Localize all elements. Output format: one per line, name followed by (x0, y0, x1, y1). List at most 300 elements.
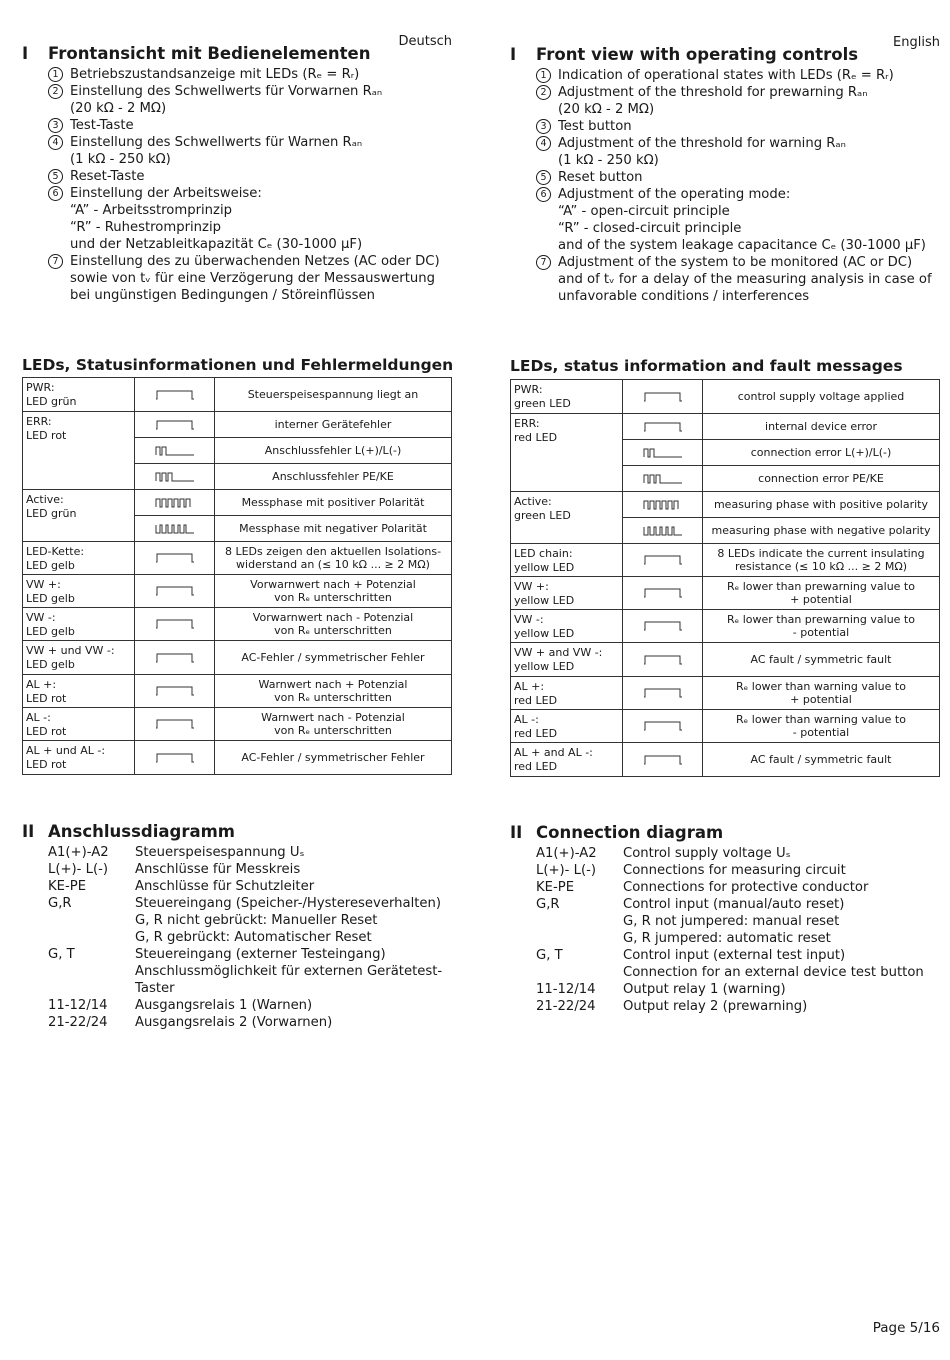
status-text-line: von Rₑ unterschritten (274, 624, 392, 637)
table-row (511, 544, 940, 577)
terminal-description: Output relay 2 (prewarning) (623, 999, 808, 1014)
terminal-label: G,R (48, 896, 72, 911)
connection-row (536, 879, 924, 896)
status-text-line: connection error L(+)/L(-) (750, 445, 892, 459)
led-table-title: LEDs, Statusinformationen und Fehlermeldungen (22, 356, 454, 374)
table-row (511, 643, 940, 677)
status-text-line: Warnwert nach - Potenzial (261, 710, 405, 724)
connection-row (48, 878, 442, 895)
signal-cell (135, 708, 215, 741)
section-title-text: Front view with operating controls (536, 45, 859, 64)
control-item-line: unfavorable conditions / interferences (558, 289, 810, 304)
status-text-cell (215, 490, 452, 516)
connection-row (536, 998, 924, 1015)
signal-cell (135, 516, 215, 542)
status-text-line: Rₑ lower than warning value to (736, 679, 906, 693)
status-text-cell (215, 575, 452, 608)
control-item-line: (20 kΩ - 2 MΩ) (70, 101, 167, 116)
table-row (23, 741, 452, 775)
led-name-line: yellow LED (514, 593, 575, 607)
signal-cell (135, 438, 215, 464)
number-circle-icon: 5 (48, 169, 63, 184)
status-text-line: AC-Fehler / symmetrischer Fehler (241, 650, 425, 664)
signal-cell (135, 575, 215, 608)
signal-cell (623, 643, 703, 677)
control-item-line: Einstellung des Schwellwerts für Vorwarnen Rₐₙ (70, 84, 383, 99)
signal-on-waveform-icon (135, 389, 214, 401)
led-name-cell (511, 610, 623, 643)
control-item-line: (1 kΩ - 250 kΩ) (70, 152, 171, 167)
terminal-label: L(+)- L(-) (536, 863, 597, 878)
signal-cell (623, 677, 703, 710)
terminal-label (536, 964, 623, 981)
signal-on-waveform-icon (623, 620, 702, 632)
terminal-description: Steuereingang (externer Testeingang) (135, 947, 386, 962)
section-2-title (510, 823, 723, 842)
signal-neg-waveform-icon (135, 523, 214, 535)
control-item (48, 83, 458, 117)
led-name-cell (511, 743, 623, 777)
led-name-cell (511, 492, 623, 544)
number-circle-icon: 7 (536, 255, 551, 270)
number-circle-icon: 2 (536, 85, 551, 100)
terminal-description: Control input (external test input) (623, 948, 846, 963)
signal-cell (135, 741, 215, 775)
number-circle-icon: 4 (536, 136, 551, 151)
status-text-line: - potential (792, 626, 850, 639)
control-item (48, 134, 458, 168)
table-row (23, 608, 452, 641)
led-name-line: AL +: (26, 678, 57, 691)
signal-on-waveform-icon (135, 552, 214, 564)
section-2-title (22, 822, 235, 841)
signal-cell (623, 544, 703, 577)
status-text-cell (703, 380, 940, 414)
control-item (48, 253, 458, 304)
terminal-description: Output relay 1 (warning) (623, 982, 786, 997)
control-item (48, 66, 458, 83)
control-item (536, 84, 946, 118)
signal-on-waveform-icon (623, 587, 702, 599)
terminal-description: Taster (135, 981, 175, 996)
control-item-line: and of tᵥ for a delay of the measuring analysis in case of (558, 272, 932, 287)
signal-on-waveform-icon (623, 554, 702, 566)
led-name-cell (23, 378, 135, 412)
led-name-cell (23, 675, 135, 708)
status-text-cell (703, 414, 940, 440)
table-row (23, 575, 452, 608)
control-item-line: Indication of operational states with LEDs (Rₑ = Rᵣ) (558, 68, 894, 83)
section-title-text: Connection diagram (536, 823, 724, 842)
signal-on-waveform-icon (135, 718, 214, 730)
terminal-label: G, T (48, 947, 75, 962)
control-item-line: Adjustment of the system to be monitored (AC or DC) (558, 255, 913, 270)
led-name-line: yellow LED (514, 659, 575, 673)
led-name-line: LED rot (26, 724, 67, 738)
signal-pos-waveform-icon (623, 499, 702, 511)
signal-pos-waveform-icon (135, 497, 214, 509)
status-text-line: 8 LEDs zeigen den aktuellen Isolations- (224, 544, 442, 558)
control-item-line: “R” - closed-circuit principle (558, 221, 742, 236)
signal-on-waveform-icon (135, 618, 214, 630)
led-name-line: ERR: (514, 417, 540, 430)
number-circle-icon: 3 (536, 119, 551, 134)
section-1-title (22, 44, 370, 63)
led-name-line: ERR: (26, 415, 52, 428)
status-text-line: + potential (790, 593, 852, 606)
led-name-line: AL -: (26, 711, 51, 724)
led-name-line: VW + und VW -: (26, 644, 115, 657)
connection-row (48, 946, 442, 963)
status-text-line: 8 LEDs indicate the current insulating (717, 546, 925, 560)
terminal-description: Ausgangsrelais 2 (Vorwarnen) (135, 1015, 333, 1030)
terminal-label: 11-12/14 (48, 998, 108, 1013)
number-circle-icon: 3 (48, 118, 63, 133)
led-name-line: LED rot (26, 757, 67, 771)
table-row (23, 641, 452, 675)
led-name-line: LED chain: (514, 547, 573, 560)
led-name-line: VW + and VW -: (514, 646, 603, 659)
control-item (536, 135, 946, 169)
controls-list (48, 66, 458, 304)
status-text-line: Vorwarnwert nach + Potenzial (250, 577, 416, 591)
table-row (511, 677, 940, 710)
led-name-cell (511, 710, 623, 743)
terminal-label: A1(+)-A2 (48, 845, 109, 860)
terminal-label: A1(+)-A2 (536, 846, 597, 861)
signal-on-waveform-icon (623, 654, 702, 666)
led-name-line: LED gelb (26, 624, 75, 638)
status-text-cell (703, 643, 940, 677)
status-text-cell (703, 677, 940, 710)
signal-cell (623, 577, 703, 610)
table-row (511, 380, 940, 414)
status-text-line: Anschlussfehler L(+)/L(-) (264, 443, 402, 457)
table-row (23, 708, 452, 741)
number-circle-icon: 2 (48, 84, 63, 99)
status-text-cell (215, 412, 452, 438)
section-title-text: Anschlussdiagramm (48, 822, 235, 841)
led-name-line: AL +: (514, 680, 545, 693)
section-number: II (22, 822, 35, 841)
status-text-line: Steuerspeisespannung liegt an (247, 387, 419, 401)
number-circle-icon: 1 (536, 68, 551, 83)
terminal-label: 11-12/14 (536, 982, 596, 997)
led-name-cell (511, 577, 623, 610)
led-name-line: green LED (514, 508, 571, 522)
table-row (511, 743, 940, 777)
signal-cell (623, 518, 703, 544)
number-circle-icon: 4 (48, 135, 63, 150)
terminal-description: Steuereingang (Speicher-/Hystereseverhalten) (135, 896, 442, 911)
signal-cell (135, 675, 215, 708)
connection-row (536, 845, 924, 862)
led-name-line: Active: (26, 493, 64, 506)
terminal-description: Control input (manual/auto reset) (623, 897, 845, 912)
control-item-line: Einstellung der Arbeitsweise: (70, 186, 262, 201)
control-item-line: Betriebszustandsanzeige mit LEDs (Rₑ = Rᵣ) (70, 67, 360, 82)
led-name-line: LED rot (26, 428, 67, 442)
terminal-description: Connection for an external device test button (623, 965, 924, 980)
status-text-cell (703, 440, 940, 466)
signal-on-waveform-icon (135, 685, 214, 697)
terminal-description: Ausgangsrelais 1 (Warnen) (135, 998, 313, 1013)
control-item-line: “A” - open-circuit principle (558, 204, 730, 219)
table-row (511, 414, 940, 440)
language-label: English (893, 35, 940, 50)
terminal-description: Anschlussmöglichkeit für externen Gerätetest- (135, 964, 443, 979)
status-text-line: Vorwarnwert nach - Potenzial (252, 610, 414, 624)
terminal-label (48, 929, 135, 946)
status-text-cell (703, 577, 940, 610)
terminal-label: 21-22/24 (48, 1015, 108, 1030)
status-text-line: control supply voltage applied (737, 389, 905, 403)
status-text-line: widerstand an (≤ 10 kΩ ... ≥ 2 MΩ) (236, 558, 430, 571)
terminal-label: G,R (536, 897, 560, 912)
terminal-label: 21-22/24 (536, 999, 596, 1014)
connection-row (48, 929, 442, 946)
signal-cell (135, 464, 215, 490)
terminal-description: Control supply voltage Uₛ (623, 846, 791, 861)
led-table-title: LEDs, status information and fault messages (510, 357, 903, 375)
terminal-label (48, 912, 135, 929)
number-circle-icon: 6 (48, 186, 63, 201)
terminal-description: Connections for protective conductor (623, 880, 869, 895)
led-name-line: VW -: (26, 611, 56, 624)
number-circle-icon: 1 (48, 67, 63, 82)
status-text-line: von Rₑ unterschritten (274, 591, 392, 604)
led-name-line: AL + und AL -: (26, 744, 106, 757)
signal-on-waveform-icon (623, 421, 702, 433)
section-number: I (22, 44, 29, 63)
signal-p3-waveform-icon (623, 473, 702, 485)
status-text-line: Rₑ lower than prewarning value to (727, 612, 915, 626)
status-text-cell (215, 708, 452, 741)
led-name-line: green LED (514, 396, 571, 410)
signal-on-waveform-icon (623, 391, 702, 403)
led-name-cell (23, 490, 135, 542)
status-text-cell (703, 492, 940, 518)
signal-cell (623, 710, 703, 743)
control-item-line: Reset button (558, 170, 643, 185)
control-item (48, 185, 458, 253)
connection-row (48, 895, 442, 912)
led-name-cell (23, 708, 135, 741)
signal-cell (623, 610, 703, 643)
status-text-cell (703, 518, 940, 544)
status-text-line: Messphase mit negativer Polarität (239, 521, 427, 535)
led-name-line: LED grün (26, 394, 77, 408)
terminal-description: Anschlüsse für Messkreis (135, 862, 301, 877)
signal-cell (135, 542, 215, 575)
terminal-label (48, 963, 135, 980)
status-text-cell (215, 378, 452, 412)
signal-cell (623, 466, 703, 492)
connection-row (48, 980, 442, 997)
status-text-cell (215, 464, 452, 490)
status-text-line: internal device error (765, 419, 877, 433)
status-text-line: Messphase mit positiver Polarität (241, 495, 425, 509)
connection-row (48, 861, 442, 878)
control-item-line: Einstellung des zu überwachenden Netzes (AC oder DC) (70, 254, 440, 269)
status-text-line: - potential (792, 726, 850, 739)
language-label: Deutsch (398, 34, 452, 49)
led-name-line: LED grün (26, 506, 77, 520)
status-text-line: AC fault / symmetric fault (750, 752, 892, 766)
signal-cell (135, 412, 215, 438)
status-text-line: Rₑ lower than prewarning value to (727, 579, 915, 593)
signal-on-waveform-icon (135, 585, 214, 597)
status-text-line: AC fault / symmetric fault (750, 652, 892, 666)
terminal-label: KE-PE (48, 879, 87, 894)
led-name-cell (511, 544, 623, 577)
connection-row (536, 913, 924, 930)
status-text-line: Warnwert nach + Potenzial (258, 677, 408, 691)
table-row (23, 490, 452, 516)
signal-cell (135, 608, 215, 641)
section-1-title (510, 45, 858, 64)
terminal-label (536, 913, 623, 930)
connection-row (536, 862, 924, 879)
status-text-cell (703, 544, 940, 577)
status-text-line: von Rₑ unterschritten (274, 691, 392, 704)
control-item-line: bei ungünstigen Bedingungen / Störeinflüssen (70, 288, 375, 303)
signal-on-waveform-icon (135, 652, 214, 664)
led-name-line: VW +: (26, 578, 61, 591)
status-text-line: Rₑ lower than warning value to (736, 712, 906, 726)
led-name-line: PWR: (514, 383, 543, 396)
signal-on-waveform-icon (623, 754, 702, 766)
control-item-line: Adjustment of the operating mode: (558, 187, 791, 202)
led-name-cell (23, 575, 135, 608)
control-item-line: “R” - Ruhestromprinzip (70, 220, 221, 235)
terminal-label: L(+)- L(-) (48, 862, 109, 877)
table-row (511, 610, 940, 643)
status-text-line: von Rₑ unterschritten (274, 724, 392, 737)
led-name-line: yellow LED (514, 560, 575, 574)
control-item-line: Adjustment of the threshold for warning Rₐₙ (558, 136, 846, 151)
status-text-line: Anschlussfehler PE/KE (272, 469, 394, 483)
connection-row (536, 981, 924, 998)
control-item-line: und der Netzableitkapazität Cₑ (30-1000 µF) (70, 237, 363, 252)
status-text-line: interner Gerätefehler (274, 417, 392, 431)
control-item-line: Adjustment of the threshold for prewarning Rₐₙ (558, 85, 868, 100)
control-item (536, 118, 946, 135)
terminal-label: KE-PE (536, 880, 575, 895)
status-text-line: resistance (≤ 10 kΩ ... ≥ 2 MΩ) (734, 560, 908, 573)
connection-list (48, 844, 442, 1031)
table-row (511, 577, 940, 610)
led-status-table (510, 379, 940, 777)
status-text-cell (215, 641, 452, 675)
status-text-cell (215, 516, 452, 542)
signal-p3-waveform-icon (135, 471, 214, 483)
table-row (23, 378, 452, 412)
control-item (48, 117, 458, 134)
control-item (536, 186, 946, 254)
status-text-line: + potential (790, 693, 852, 706)
control-item (536, 254, 946, 305)
terminal-description: G, R not jumpered: manual reset (623, 914, 840, 929)
led-name-cell (511, 414, 623, 492)
signal-cell (623, 380, 703, 414)
status-text-cell (703, 710, 940, 743)
control-item-line: (20 kΩ - 2 MΩ) (558, 102, 655, 117)
signal-on-waveform-icon (135, 752, 214, 764)
signal-on-waveform-icon (623, 687, 702, 699)
control-item-line: Reset-Taste (70, 169, 145, 184)
signal-p2-waveform-icon (135, 445, 214, 457)
connection-row (48, 844, 442, 861)
status-text-line: measuring phase with positive polarity (713, 497, 929, 511)
number-circle-icon: 7 (48, 254, 63, 269)
signal-on-waveform-icon (135, 419, 214, 431)
terminal-description: Anschlüsse für Schutzleiter (135, 879, 315, 894)
status-text-line: AC-Fehler / symmetrischer Fehler (241, 750, 425, 764)
control-item-line: (1 kΩ - 250 kΩ) (558, 153, 659, 168)
signal-p2-waveform-icon (623, 447, 702, 459)
terminal-description: G, R jumpered: automatic reset (623, 931, 831, 946)
led-name-line: VW +: (514, 580, 549, 593)
terminal-label: G, T (536, 948, 563, 963)
connection-row (48, 997, 442, 1014)
status-text-cell (215, 608, 452, 641)
connection-row (48, 963, 442, 980)
led-name-line: red LED (514, 430, 558, 444)
signal-cell (623, 492, 703, 518)
signal-on-waveform-icon (623, 720, 702, 732)
signal-cell (623, 440, 703, 466)
led-name-line: PWR: (26, 381, 55, 394)
number-circle-icon: 6 (536, 187, 551, 202)
control-item (536, 169, 946, 186)
terminal-description: Connections for measuring circuit (623, 863, 846, 878)
led-name-line: red LED (514, 759, 558, 773)
connection-row (536, 930, 924, 947)
signal-cell (135, 641, 215, 675)
signal-cell (135, 490, 215, 516)
led-name-line: AL -: (514, 713, 539, 726)
led-name-line: LED gelb (26, 558, 75, 572)
number-circle-icon: 5 (536, 170, 551, 185)
control-item-line: and of the system leakage capacitance Cₑ (30-1000 µF) (558, 238, 926, 253)
led-name-line: LED gelb (26, 657, 75, 671)
connection-row (48, 1014, 442, 1031)
led-name-line: VW -: (514, 613, 544, 626)
led-name-cell (23, 608, 135, 641)
section-number: II (510, 823, 523, 842)
table-row (23, 542, 452, 575)
terminal-label (536, 930, 623, 947)
control-item-line: “A” - Arbeitsstromprinzip (70, 203, 232, 218)
terminal-description: G, R gebrückt: Automatischer Reset (135, 930, 372, 945)
controls-list (536, 67, 946, 305)
terminal-label (48, 980, 135, 997)
connection-row (536, 964, 924, 981)
connection-row (536, 947, 924, 964)
led-name-cell (23, 641, 135, 675)
led-name-line: LED rot (26, 691, 67, 705)
status-text-cell (703, 466, 940, 492)
control-item-line: Test-Taste (70, 118, 134, 133)
table-row (23, 412, 452, 438)
led-name-line: Active: (514, 495, 552, 508)
status-text-cell (215, 542, 452, 575)
led-name-cell (511, 643, 623, 677)
signal-neg-waveform-icon (623, 525, 702, 537)
led-name-line: red LED (514, 693, 558, 707)
status-text-line: connection error PE/KE (758, 471, 884, 485)
